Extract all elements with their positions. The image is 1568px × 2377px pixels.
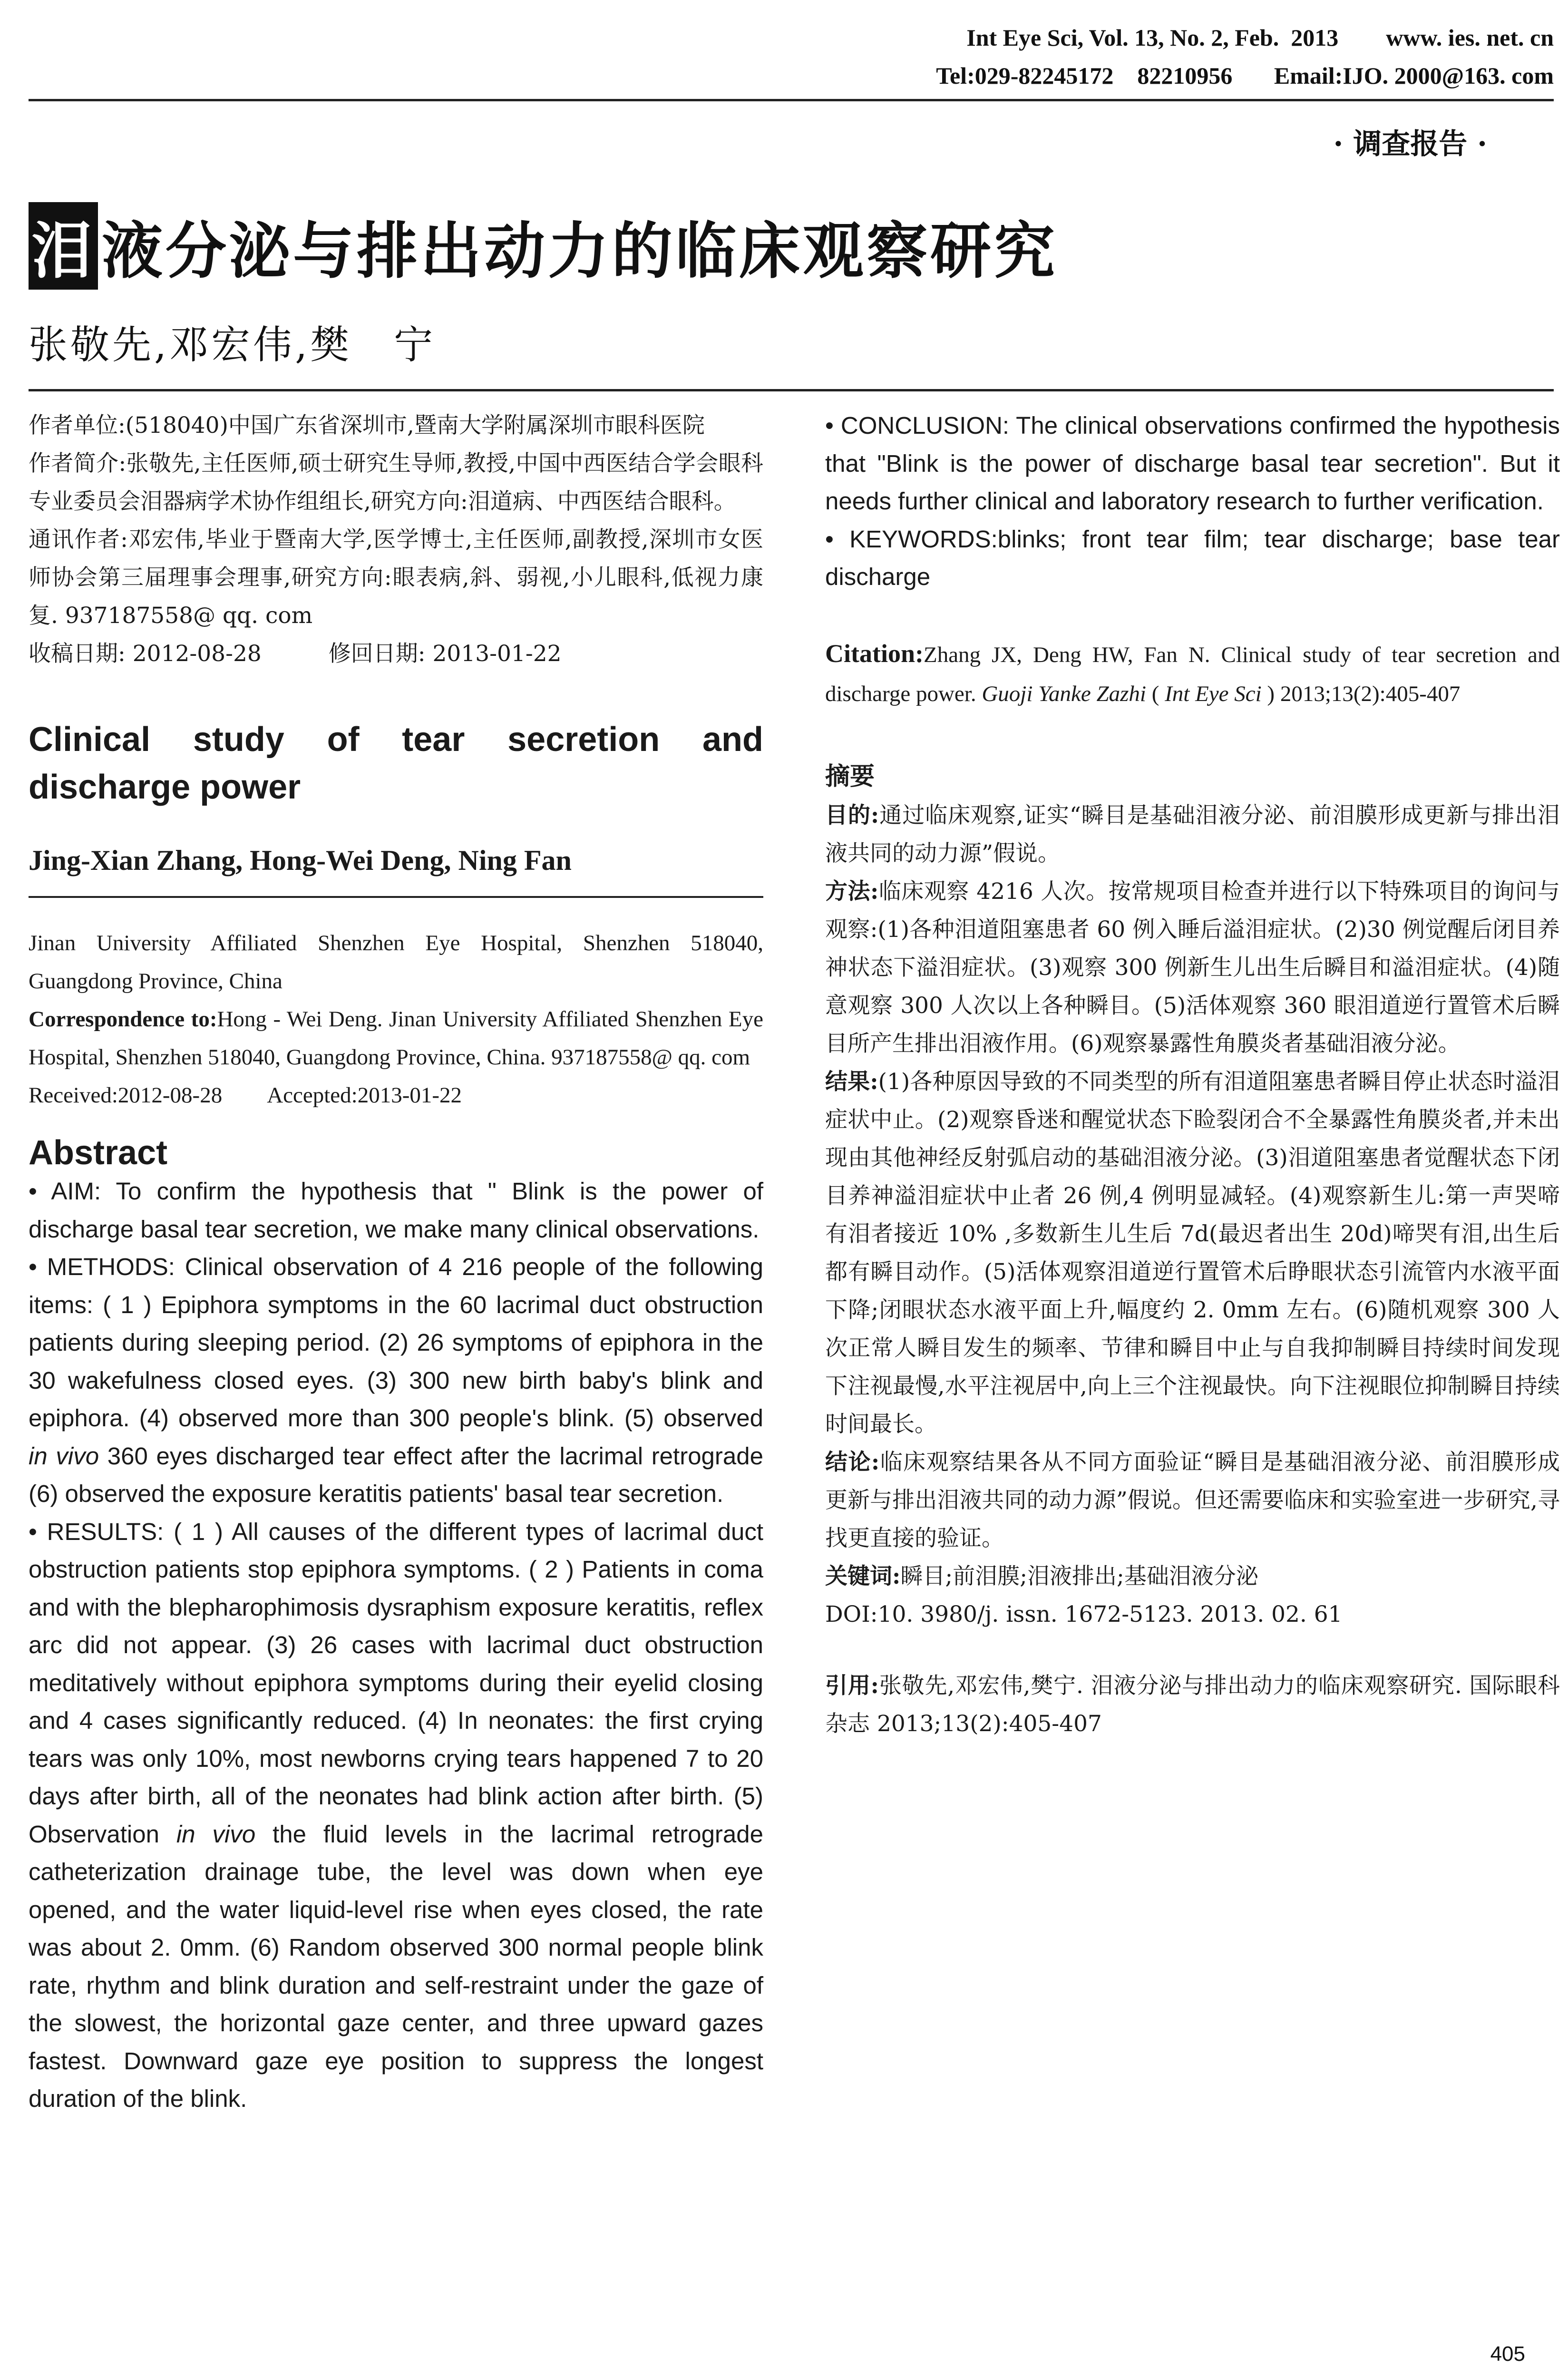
received-dates-en: Received:2012-08-28 Accepted:2013-01-22	[29, 1083, 462, 1108]
title-rule	[29, 389, 1554, 391]
corresponding-author: 通讯作者:邓宏伟,毕业于暨南大学,医学博士,主任医师,副教授,深圳市女医师协会第三届理事会理事,研究方向:眼表病,斜、弱视,小儿眼科,低视力康复. 937187558@ qq. com	[29, 526, 763, 629]
results-text-a: • RESULTS: ( 1 ) All causes of the different types of lacrimal duct obstruction patients stop epiphora symptoms. ( 2 ) Patients in coma and with the blepharophimosis dysraphism exposure keratitis, reflex arc did not appear. (3) 26 cases with lacrimal duct obstruction meditatively without epiphora symptoms during their eyelid closing and 4 cases significantly reduced. (4) In neonates: the first crying tears was only 10%, most newborns crying tears happened 7 to 20 days after birth, all of the neonates had blink action after birth. (5) Observation	[29, 1518, 763, 1848]
cn-keywords-label: 关键词:	[825, 1563, 901, 1589]
cn-aim-label: 目的:	[825, 802, 879, 828]
methods-text-a: • METHODS: Clinical observation of 4 216 people of the following items: ( 1 ) Epiphora symptoms in the 60 lacrimal duct obstruction patients during sleeping period. (2) 26 symptoms of epiphora in the 30 wakefulness closed eyes. (3) 300 new birth baby's blink and epiphora. (4) observed more than 300 people's blink. (5) observed	[29, 1253, 763, 1432]
abstract-heading: Abstract	[29, 1134, 168, 1172]
author-bio: 作者简介:张敬先,主任医师,硕士研究生导师,教授,中国中西医结合学会眼科专业委员会泪器病学术协作组组长,研究方向:泪道病、中西医结合眼科。	[29, 450, 763, 515]
header-rule	[29, 99, 1554, 101]
title-rest: 液分泌与排出动力的临床观察研究	[102, 216, 1058, 287]
section-tag: · 调查报告 ·	[1333, 127, 1487, 161]
english-authors: Jing-Xian Zhang, Hong-Wei Deng, Ning Fan	[29, 845, 572, 876]
cn-conclusion: 临床观察结果各从不同方面验证“瞬目是基础泪液分泌、前泪膜形成更新与排出泪液共同的动力源”假说。但还需要临床和实验室进一步研究,寻找更直接的验证。	[825, 1449, 1560, 1551]
correspondence-text: Hong - Wei Deng. Jinan University Affiliated Shenzhen Eye Hospital, Shenzhen 518040, Guangdong Province, China. 937187558@ qq. com	[29, 1007, 763, 1070]
results-text-b: the fluid levels in the lacrimal retrograde catheterization drainage tube, the level was down when eye opened, and the water liquid-level rise when eyes closed, the rate was about 2. 0mm. (6) Random observed 300 normal people blink rate, rhythm and blink duration and self-restraint under the gaze of the slowest, the horizontal gaze center, and three upward gazes fastest. Downward gaze eye position to suppress the longest duration of the blink.	[29, 1820, 764, 2112]
authors-cn: 张敬先,邓宏伟,樊 宁	[29, 322, 436, 368]
received-dates-cn: 收稿日期: 2012-08-28 修回日期: 2013-01-22	[29, 641, 562, 667]
journal-header-line1: Int Eye Sci, Vol. 13, No. 2, Feb. 2013 www. ies. net. cn	[966, 24, 1554, 51]
affiliation: Jinan University Affiliated Shenzhen Eye Hospital, Shenzhen 518040, Guangdong Province, China	[29, 931, 763, 994]
methods-text-b: 360 eyes discharged tear effect after the lacrimal retrograde (6) observed the exposure keratitis patients' basal tear secretion.	[29, 1442, 763, 1507]
cn-cite: 张敬先,邓宏伟,樊宁. 泪液分泌与排出动力的临床观察研究. 国际眼科杂志 2013;13(2):405-407	[825, 1672, 1560, 1737]
cn-results: (1)各种原因导致的不同类型的所有泪道阻塞患者瞬目停止状态时溢泪症状中止。(2)观察昏迷和醒觉状态下睑裂闭合不全暴露性角膜炎者,并未出现由其他神经反射弧启动的基础泪液分泌。(3)泪道阻塞患者觉醒状态下闭目养神溢泪症状中止者 26 例,4 例明显减轻。(4)观察新生儿:第一声哭啼有泪者接近 10% ,多数新生儿生后 7d(最迟者出生 20d)啼哭有泪,出生后都有瞬目动作。(5)活体观察泪道逆行置管术后睁眼状态引流管内水液平面下降;闭眼状态水液平面上升,幅度约 2. 0mm 左右。(6)随机观察 300 人次正常人瞬目发生的频率、节律和瞬目中止与自我抑制瞬目持续时间发现下注视最慢,水平注视居中,向上三个注视最快。向下注视眼位抑制瞬目持续时间最长。	[825, 1068, 1560, 1437]
citation-journal: Guoji Yanke Zazhi	[982, 681, 1146, 706]
right-column	[825, 407, 1560, 1743]
abstract-keywords: • KEYWORDS:blinks; front tear film; tear discharge; base tear discharge	[825, 525, 1560, 590]
cn-abstract-heading: 摘要	[825, 761, 875, 791]
cn-methods: 临床观察 4216 人次。按常规项目检查并进行以下特殊项目的询问与观察:(1)各种泪道阻塞患者 60 例入睡后溢泪症状。(2)30 例觉醒后闭目养神状态下溢泪症状。(3)观察 300 例新生儿出生后瞬目和溢泪症状。(4)随意观察 300 人次以上各种瞬目。(5)活体观察 360 眼泪道逆行置管术后瞬目所产生排出泪液作用。(6)观察暴露性角膜炎者基础泪液分泌。	[825, 878, 1560, 1057]
author-unit: 作者单位:(518040)中国广东省深圳市,暨南大学附属深圳市眼科医院	[29, 412, 705, 438]
english-title: Clinical study of tear secretion and discharge power	[29, 721, 763, 806]
abstract-aim: • AIM: To confirm the hypothesis that " Blink is the power of discharge basal tear secretion, we make many clinical observations.	[29, 1178, 763, 1243]
citation-text-a: Zhang JX, Deng HW, Fan N. Clinical study of tear secretion and discharge power.	[825, 642, 1560, 706]
page-number: 405	[1490, 2342, 1525, 2366]
left-column	[29, 407, 763, 2118]
citation-en	[825, 634, 1560, 713]
correspondence	[29, 1000, 763, 1076]
citation-label: Citation:	[825, 639, 924, 668]
methods-italic: in vivo	[29, 1442, 99, 1470]
citation-text-b: (	[1146, 681, 1165, 706]
cn-keywords: 瞬目;前泪膜;泪液排出;基础泪液分泌	[900, 1563, 1258, 1589]
citation-journal-abbr: Int Eye Sci	[1165, 681, 1262, 706]
abstract-methods	[29, 1248, 763, 1513]
cn-aim: 通过临床观察,证实“瞬目是基础泪液分泌、前泪膜形成更新与排出泪液共同的动力源”假说。	[825, 802, 1560, 867]
title-first-char: 泪	[29, 202, 98, 290]
cn-results-label: 结果:	[825, 1068, 878, 1095]
citation-text-c: ) 2013;13(2):405-407	[1261, 681, 1461, 706]
abstract-results	[29, 1513, 763, 2118]
doi: DOI:10. 3980/j. issn. 1672-5123. 2013. 02. 61	[825, 1601, 1343, 1627]
article-title	[29, 202, 1058, 290]
journal-header-line2: Tel:029-82245172 82210956 Email:IJO. 2000@163. com	[936, 62, 1554, 89]
cn-conclusion-label: 结论:	[825, 1449, 880, 1475]
results-italic: in vivo	[176, 1820, 256, 1848]
cn-cite-label: 引用:	[825, 1672, 879, 1699]
correspondence-label: Correspondence to:	[29, 1007, 217, 1032]
abstract-conclusion: • CONCLUSION: The clinical observations confirmed the hypothesis that "Blink is the power of discharge basal tear secretion". But it needs further clinical and laboratory research to further verification.	[825, 412, 1560, 515]
cn-methods-label: 方法:	[825, 878, 879, 905]
